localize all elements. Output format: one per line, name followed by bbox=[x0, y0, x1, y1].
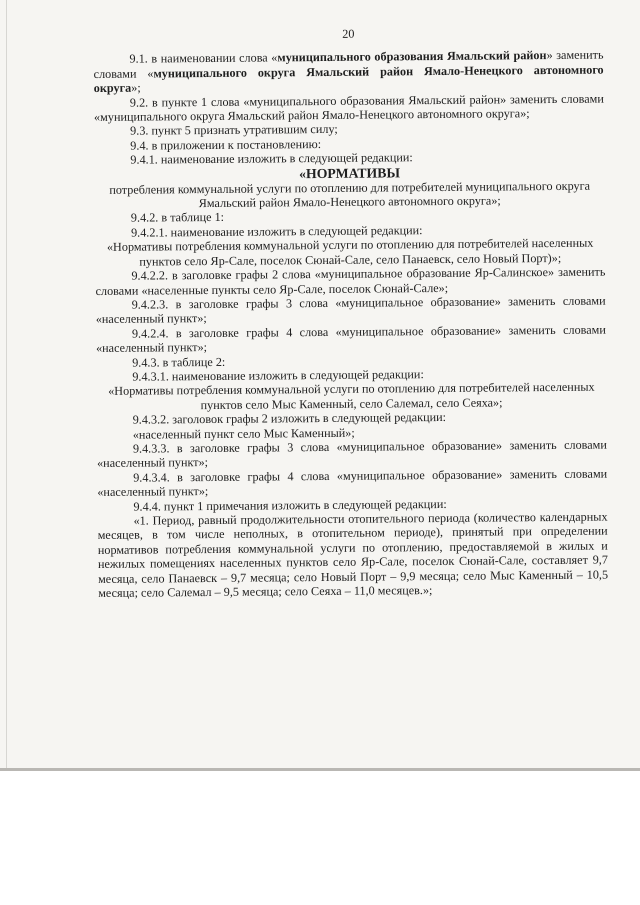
table1-title-quote: «Нормативы потребления коммунальной услуги по отоплению для потребителей населенных пунктов село Яр-Сале, поселок Сюнай-Сале, село Панаевск, село Новый Порт)»; bbox=[106, 235, 594, 269]
p1-bold-new-name: муниципального округа Ямальский район Ямало-Ненецкого автономного округа bbox=[93, 62, 604, 96]
scan-bottom-edge bbox=[0, 768, 640, 771]
paragraph-9-4-3-2: 9.4.3.2. заголовок графы 2 изложить в следующей редакции: bbox=[132, 410, 447, 427]
normatives-subheading: потребления коммунальной услуги по отоплению для потребителей муниципального округа Ямальский район Ямало-Ненецкого автономного округа»; bbox=[109, 178, 591, 211]
paragraph-9-4-2-3: 9.4.2.3. в заголовке графы 3 слова «муниципальное образование» заменить словами «населенный пункт»; bbox=[95, 293, 606, 327]
paragraph-9-3: 9.3. пункт 5 признать утратившим силу; bbox=[130, 122, 338, 139]
table2-title-quote: «Нормативы потребления коммунальной услуги по отоплению для потребителей населенных пунктов село Мыс Каменный, село Салемал, село Сеяха»; bbox=[108, 379, 595, 412]
paragraph-9-4-3: 9.4.3. в таблице 2: bbox=[132, 354, 226, 370]
document-page bbox=[93, 0, 608, 600]
paragraph-9-1 bbox=[93, 48, 603, 96]
paragraph-9-2: 9.2. в пункте 1 слова «муниципального образования Ямальский район» заменить словами «муниципального округа Ямальский район Ямало-Ненецкого автономного округа»; bbox=[93, 91, 604, 125]
paragraph-9-4-3-2-quote: «населенный пункт село Мыс Каменный»; bbox=[132, 425, 355, 442]
paragraph-9-4-2-2: 9.4.2.2. в заголовке графы 2 слова «муниципальное образование Яр-Салинское» заменить словами «населенные пункты село Яр-Сале, поселок Сюнай-Сале»; bbox=[95, 264, 606, 298]
paragraph-9-4-4: 9.4.4. пункт 1 примечания изложить в следующей редакции: bbox=[133, 496, 447, 514]
paragraph-9-4-2-1: 9.4.2.1. наименование изложить в следующей редакции: bbox=[130, 223, 423, 240]
p1-mid: » заменить словами « bbox=[93, 47, 604, 81]
page-number: 20 bbox=[342, 26, 355, 41]
paragraph-9-4-3-1: 9.4.3.1. наименование изложить в следующей редакции: bbox=[132, 367, 424, 384]
paragraph-9-4-3-4: 9.4.3.4. в заголовке графы 4 слова «муниципальное образование» заменить словами «населенный пункт»; bbox=[97, 466, 608, 500]
p1-bold-old-name: муниципального образования Ямальский район bbox=[277, 48, 547, 65]
paragraph-9-4-1: 9.4.1. наименование изложить в следующей редакции: bbox=[130, 150, 413, 167]
normatives-heading: «НОРМАТИВЫ bbox=[298, 164, 401, 181]
paragraph-note-1: «1. Период, равный продолжительности отопительного периода (количество календарных месяцев, в том числе неполных, в отопительном периоде), принятый при определении нормативов потребления коммунальной услуги по отоплению, предоставляемой в жилых и нежилых помещениях населенных пунктов село Яр-Сале, поселок Сюнай-Сале, составляет 9,7 месяца, село Панаевск – 9,7 месяца; село Новый Порт – 9,9 месяца; село Мыс Каменный – 10,5 месяца; село Салемал – 9,5 месяца; село Сеяха – 11,0 месяцев.»; bbox=[97, 509, 609, 601]
paragraph-9-4-2-4: 9.4.2.4. в заголовке графы 4 слова «муниципальное образование» заменить словами «населенный пункт»; bbox=[95, 322, 606, 356]
scan-shadow-line bbox=[6, 0, 7, 770]
paragraph-9-4-3-3: 9.4.3.3. в заголовке графы 3 слова «муниципальное образование» заменить словами «населенный пункт»; bbox=[96, 437, 607, 471]
p1-suffix: »; bbox=[131, 80, 141, 95]
paragraph-9-4: 9.4. в приложении к постановлению: bbox=[130, 136, 322, 153]
p1-prefix: 9.1. в наименовании слова « bbox=[129, 50, 278, 67]
paragraph-9-4-2: 9.4.2. в таблице 1: bbox=[130, 210, 225, 226]
